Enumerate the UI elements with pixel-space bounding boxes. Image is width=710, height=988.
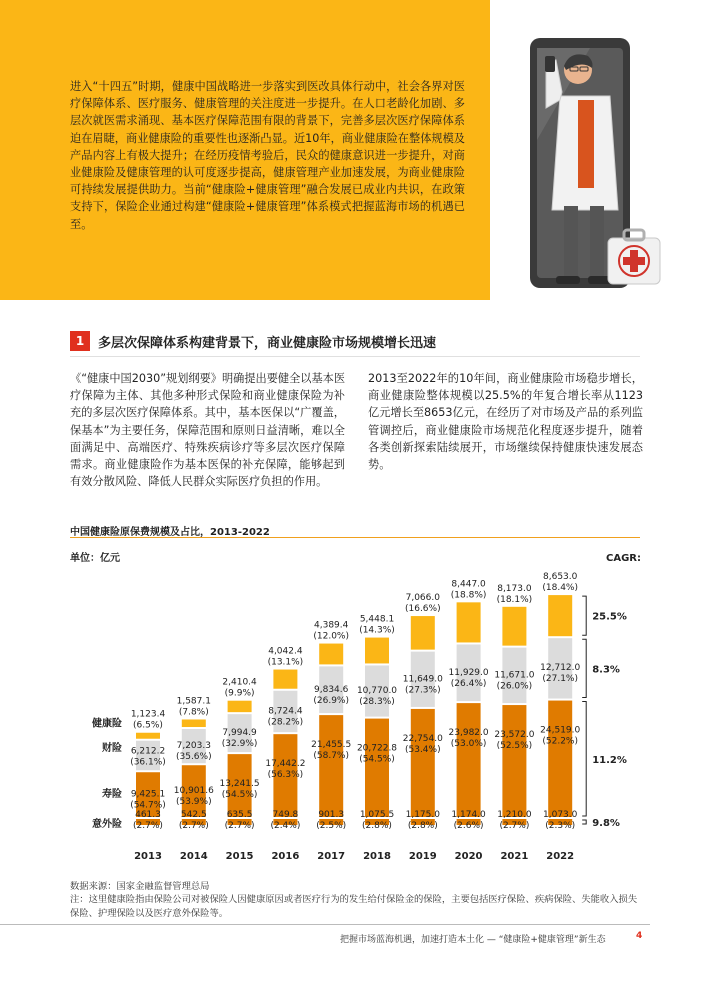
bar-健康险-2017 <box>319 644 343 665</box>
label-share-健康险-2013: (6.5%) <box>133 720 163 731</box>
bar-寿险-2020 <box>457 703 481 817</box>
label-share-财险-2016: (28.2%) <box>267 717 304 728</box>
label-value-健康险-2016: 4,042.4 <box>268 646 303 657</box>
bar-健康险-2018 <box>365 638 389 664</box>
label-share-财险-2014: (35.6%) <box>175 752 212 763</box>
page-number: 4 <box>636 931 643 941</box>
label-value-寿险-2022: 24,519.0 <box>540 725 581 736</box>
label-share-财险-2013: (36.1%) <box>130 757 166 768</box>
x-tick-2021: 2021 <box>500 851 529 862</box>
cagr-bracket-健康险 <box>582 596 586 635</box>
label-value-健康险-2017: 4,389.4 <box>314 620 349 631</box>
data-source: 数据来源：国家金融监督管理总局 <box>70 881 210 892</box>
doctor-tablet-illustration <box>490 0 710 300</box>
bar-寿险-2021 <box>502 705 526 817</box>
label-value-健康险-2020: 8,447.0 <box>451 579 486 590</box>
label-value-财险-2019: 11,649.0 <box>402 674 443 685</box>
label-value-健康险-2021: 8,173.0 <box>497 583 532 594</box>
label-value-寿险-2020: 23,982.0 <box>448 728 489 739</box>
bar-健康险-2014 <box>182 719 206 727</box>
chart-title-rule <box>70 537 640 538</box>
footer-rule <box>0 924 650 925</box>
series-label-健康险: 健康险 <box>92 718 122 730</box>
cagr-value-健康险: 25.5% <box>592 611 627 623</box>
label-value-意外险-2016: 749.8 <box>272 810 299 820</box>
label-value-意外险-2020: 1,174.0 <box>451 810 486 820</box>
label-value-财险-2018: 10,770.0 <box>356 686 398 697</box>
label-share-意外险-2018: (2.8%) <box>362 821 392 831</box>
label-share-健康险-2014: (7.8%) <box>178 707 209 718</box>
x-tick-2018: 2018 <box>363 851 391 862</box>
label-value-寿险-2015: 13,241.5 <box>219 779 260 790</box>
label-value-财险-2013: 6,212.2 <box>130 746 166 757</box>
label-share-财险-2017: (26.9%) <box>313 695 350 706</box>
bar-寿险-2018 <box>365 719 389 817</box>
label-share-健康险-2015: (9.9%) <box>224 688 255 699</box>
label-share-健康险-2019: (16.6%) <box>404 604 441 615</box>
label-share-财险-2021: (26.0%) <box>496 681 533 692</box>
bar-健康险-2015 <box>228 701 252 712</box>
label-value-财险-2022: 12,712.0 <box>540 663 581 674</box>
cagr-value-财险: 8.3% <box>592 664 620 676</box>
x-tick-2019: 2019 <box>408 851 437 862</box>
series-label-财险: 财险 <box>102 743 122 755</box>
label-value-寿险-2018: 20,722.8 <box>356 743 398 754</box>
bar-健康险-2022 <box>548 595 572 636</box>
bar-寿险-2019 <box>411 709 435 817</box>
x-tick-2013: 2013 <box>134 851 162 862</box>
premium-stacked-bar-chart <box>60 560 660 870</box>
bar-寿险-2017 <box>319 715 343 817</box>
label-share-寿险-2015: (54.5%) <box>221 790 258 801</box>
label-share-财险-2018: (28.3%) <box>359 697 395 708</box>
label-value-健康险-2022: 8,653.0 <box>543 572 578 583</box>
chart-cagr-label: CAGR: <box>606 553 641 564</box>
label-value-寿险-2019: 22,754.0 <box>402 733 443 744</box>
footnote: 注：这里健康险指由保险公司对被保险人因健康原因或者医疗行为的发生给付保险金的保险，主要包括医疗保险、疾病保险、失能收入损失保险、护理保险以及医疗意外保险等。 <box>70 894 638 919</box>
label-share-财险-2022: (27.1%) <box>542 674 579 685</box>
label-share-财险-2019: (27.3%) <box>404 685 441 696</box>
label-share-寿险-2020: (53.0%) <box>450 739 487 750</box>
x-tick-2020: 2020 <box>454 851 483 862</box>
footer-text: 把握市场蓝海机遇，加速打造本土化 — “健康险+健康管理”新生态 <box>340 935 606 945</box>
label-value-健康险-2013: 1,123.4 <box>130 709 166 720</box>
label-value-寿险-2016: 17,442.2 <box>265 759 306 770</box>
label-value-财险-2017: 9,834.6 <box>314 684 349 695</box>
bar-健康险-2019 <box>411 616 435 650</box>
section-heading <box>70 331 640 357</box>
label-share-意外险-2019: (2.8%) <box>407 821 438 831</box>
label-share-财险-2015: (32.9%) <box>221 739 258 750</box>
hero-paragraph: 进入“十四五”时期，健康中国战略进一步落实到医改具体行动中，社会各界对医疗保障体系、医疗服务、健康管理的关注度进一步提升。在人口老龄化加剧、多层次就医需求涌现、基本医疗保障范围有限的背景下，完善多层次医疗保障体系迫在眉睫，商业健康险的重要性也逐渐凸显。近10年，商业健康险在整体规模及产品内容上有极大提升；在经历疫情考验后，民众的健康意识进一步提升，对商业健康险及健康管理的认可度逐步提高，健康管理产业加速发展，为商业健康险可持续发展提供助力。当前“健康险+健康管理”融合发展已成业内共识，在政策支持下，保险企业通过构建“健康险+健康管理”体系模式把握蓝海市场的机遇已至。 <box>70 80 465 231</box>
x-tick-2015: 2015 <box>225 851 254 862</box>
label-value-健康险-2019: 7,066.0 <box>405 593 440 604</box>
label-value-财险-2015: 7,994.9 <box>222 728 257 739</box>
body-right-paragraph: 2013至2022年的10年间，商业健康险市场稳步增长，商业健康险整体规模以25.5%的年复合增长率从1123亿元增长至8653亿元，在经历了对市场及产品的系列监管调控后，商业健康险市场规范化程度逐步提升，随着各类创新探索陆续展开，市场继续保持健康快速发展态势。 <box>368 372 643 472</box>
label-share-寿险-2019: (53.4%) <box>404 744 441 755</box>
series-label-寿险: 寿险 <box>102 788 122 800</box>
label-share-健康险-2021: (18.1%) <box>496 594 533 605</box>
label-value-意外险-2018: 1,075.5 <box>359 810 395 820</box>
cagr-value-意外险: 9.8% <box>592 818 620 829</box>
label-value-寿险-2014: 10,901.6 <box>173 786 214 797</box>
label-share-寿险-2013: (54.7%) <box>130 800 166 811</box>
label-share-寿险-2014: (53.9%) <box>175 797 212 808</box>
label-share-财险-2020: (26.4%) <box>450 678 487 689</box>
label-value-寿险-2017: 21,455.5 <box>311 740 352 751</box>
bar-健康险-2013 <box>136 733 160 739</box>
label-value-财险-2020: 11,929.0 <box>448 667 489 678</box>
label-share-健康险-2022: (18.4%) <box>542 583 579 594</box>
label-value-财险-2021: 11,671.0 <box>494 670 535 681</box>
label-value-财险-2016: 8,724.4 <box>268 706 303 717</box>
label-share-意外险-2022: (2.3%) <box>545 821 576 831</box>
cagr-bracket-意外险 <box>582 820 586 824</box>
x-tick-2016: 2016 <box>271 851 300 862</box>
x-tick-2014: 2014 <box>179 851 208 862</box>
body-left-paragraph: 《“健康中国2030”规划纲要》明确提出要健全以基本医疗保障为主体、其他多种形式保险和商业健康保险为补充的多层次医疗保障体系。其中，基本医保以“广覆盖，保基本”为主要任务，保障范围和原则日益清晰，难以全面满足中、高端医疗、特殊疾病诊疗等多层次医疗保障需求。商业健康险作为基本医保的补充保障，能够起到有效分散风险、降低人民群众实际医疗负担的作用。 <box>70 372 346 489</box>
label-value-意外险-2014: 542.5 <box>180 810 207 820</box>
hero-banner <box>0 0 710 300</box>
bar-寿险-2022 <box>548 701 572 817</box>
cagr-bracket-财险 <box>582 639 586 697</box>
label-share-意外险-2015: (2.7%) <box>224 821 255 831</box>
chart-unit-label: 单位：亿元 <box>70 553 120 564</box>
x-tick-2022: 2022 <box>546 851 575 862</box>
bar-健康险-2020 <box>457 602 481 642</box>
label-share-寿险-2017: (58.7%) <box>313 751 350 762</box>
label-share-寿险-2022: (52.2%) <box>542 736 579 747</box>
cagr-value-寿险: 11.2% <box>592 754 627 766</box>
label-share-健康险-2016: (13.1%) <box>267 657 304 668</box>
label-value-健康险-2018: 5,448.1 <box>359 614 395 625</box>
label-value-意外险-2019: 1,175.0 <box>405 810 440 820</box>
cagr-bracket-寿险 <box>582 702 586 816</box>
x-tick-2017: 2017 <box>317 851 346 862</box>
chart-title: 中国健康险原保费规模及占比，2013-2022 <box>70 527 270 538</box>
label-value-意外险-2017: 901.3 <box>318 810 345 820</box>
label-share-寿险-2018: (54.5%) <box>359 754 395 765</box>
label-share-意外险-2021: (2.7%) <box>499 821 530 831</box>
label-value-健康险-2014: 1,587.1 <box>176 696 211 707</box>
label-value-寿险-2021: 23,572.0 <box>494 730 535 741</box>
label-share-健康险-2018: (14.3%) <box>359 625 395 636</box>
label-share-寿险-2021: (52.5%) <box>496 741 533 752</box>
label-share-意外险-2017: (2.5%) <box>316 821 347 831</box>
label-value-意外险-2022: 1,073.0 <box>543 810 578 820</box>
label-share-健康险-2017: (12.0%) <box>313 631 350 642</box>
label-share-意外险-2013: (2.7%) <box>133 821 163 831</box>
label-value-意外险-2015: 635.5 <box>226 810 253 820</box>
label-share-意外险-2014: (2.7%) <box>178 821 209 831</box>
label-value-健康险-2015: 2,410.4 <box>222 677 257 688</box>
label-value-意外险-2013: 461.3 <box>135 810 161 820</box>
label-value-财险-2014: 7,203.3 <box>176 741 211 752</box>
series-label-意外险: 意外险 <box>92 819 122 830</box>
bar-健康险-2021 <box>502 607 526 646</box>
label-value-寿险-2013: 9,425.1 <box>130 789 166 800</box>
label-share-意外险-2020: (2.6%) <box>453 821 484 831</box>
label-share-寿险-2016: (56.3%) <box>267 770 304 781</box>
label-share-健康险-2020: (18.8%) <box>450 590 487 601</box>
section-number-badge: 1 <box>70 331 90 351</box>
section-title: 多层次保障体系构建背景下，商业健康险市场规模增长迅速 <box>98 336 437 351</box>
bar-健康险-2016 <box>273 670 297 689</box>
label-value-意外险-2021: 1,210.0 <box>497 810 532 820</box>
label-share-意外险-2016: (2.4%) <box>270 821 301 831</box>
